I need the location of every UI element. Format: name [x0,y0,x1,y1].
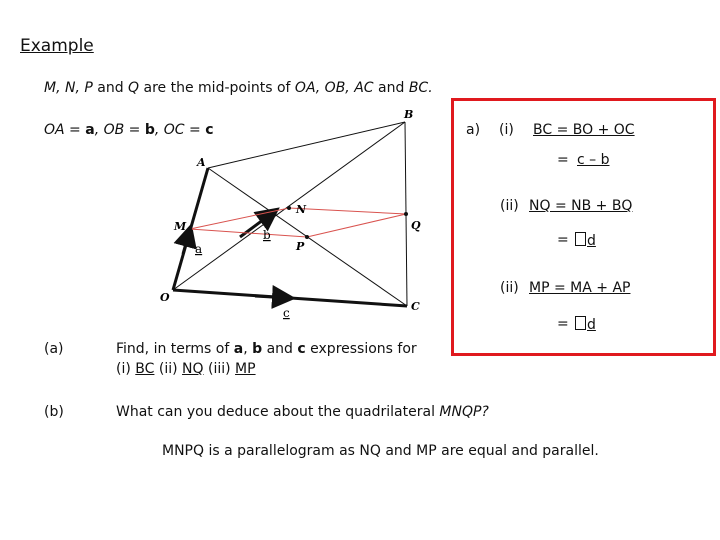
question-a-part-iii: (iii) [207,361,231,377]
answer-ii-number: (ii) [500,198,519,214]
label-vector-a: a [195,242,203,256]
oc-label: , OC = [154,122,206,138]
intro-phrase: are the mid-points of [143,80,291,96]
question-a-bc: BC [135,361,155,377]
answer-ii-equation: NQ = NB + BQ [529,198,633,214]
question-a-suffix: expressions for [305,341,417,357]
intro-and-2: and [378,80,405,96]
question-a-vector-c: c [297,341,306,357]
missing-glyph-icon [575,232,586,246]
label-m: M [174,220,187,233]
page-title: Example [20,36,94,56]
answer-iii-number: (ii) [500,280,519,296]
label-q: Q [411,219,421,232]
ob-label: , OB = [94,122,145,138]
conclusion-text: MNPQ is a parallelogram as NQ and MP are equal and parallel. [162,443,599,459]
question-a-intro: Find, in terms of [116,341,234,357]
vector-c: c [205,122,214,138]
intro-segments: OA, OB, AC [294,80,374,96]
label-o: O [160,291,170,304]
question-a-part-ii: (ii) [158,361,178,377]
question-a-label: (a) [44,341,64,357]
label-b: B [404,108,414,121]
point-p-dot [305,235,309,239]
vector-c-arrow [255,296,290,298]
oa-label: OA = [44,122,86,138]
question-a-text [116,341,417,357]
answer-i-equals: = [557,152,569,168]
label-p: P [296,240,305,253]
segment-mn [190,208,289,229]
question-a-nq: NQ [182,361,204,377]
segment-pq [307,214,406,237]
segment-nq [289,208,406,214]
label-n: N [296,203,307,216]
answer-iii-equals: = [557,316,569,332]
question-a-part-i: (i) [116,361,131,377]
question-a-comma: , [243,341,253,357]
answer-iii-result [575,316,596,333]
question-b-intro: What can you deduce about the quadrilateral [116,404,440,420]
intro-segment-bc: BC. [408,80,433,96]
answer-ii-result [575,232,596,249]
question-a-vector-b: b [252,341,263,357]
intro-point-q: Q [128,80,140,96]
label-c: C [411,300,420,313]
answer-ii-equals: = [557,232,569,248]
answer-ii-result-text: d [587,233,596,249]
question-a-mp: MP [235,361,256,377]
label-vector-c: c [283,306,290,320]
answer-i-number: (i) [499,122,514,138]
answer-i-result: c – b [577,152,610,168]
missing-glyph-icon [575,316,586,330]
point-q-dot [404,212,408,216]
answer-part-label: a) [466,122,481,138]
label-a: A [197,156,206,169]
vector-a: a [85,122,95,138]
label-vector-b: b [263,228,271,242]
answer-iii-result-text: d [587,317,596,333]
answer-iii-equation: MP = MA + AP [529,280,631,296]
segment-ab [208,122,405,168]
question-b-label: (b) [44,404,64,420]
answer-i-equation: BC = BO + OC [533,122,635,138]
point-m-dot [188,227,192,231]
intro-and: and [97,80,124,96]
question-a-parts [116,361,256,377]
question-b-shape: MNQP? [439,404,489,420]
question-a-and: and [262,341,298,357]
question-b-text [116,404,489,420]
point-n-dot [287,206,291,210]
vector-b: b [144,122,155,138]
question-a-vector-a: a [233,341,244,357]
intro-points: M, N, P [44,80,93,96]
